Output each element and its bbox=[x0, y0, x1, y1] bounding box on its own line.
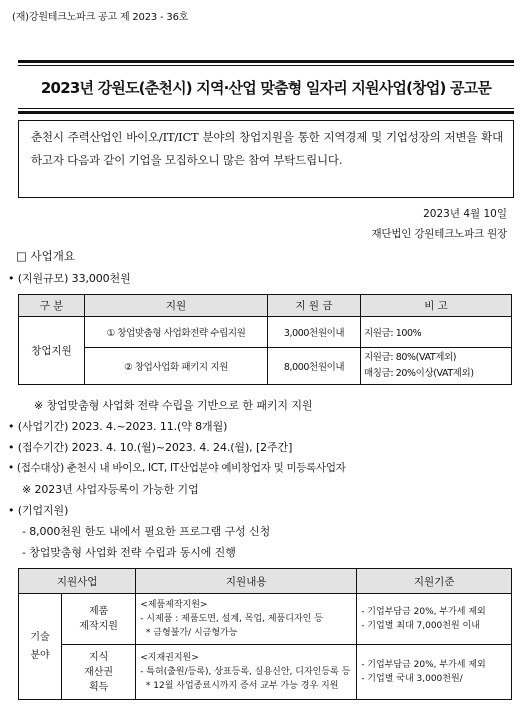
header-content: 지원내용 bbox=[136, 569, 357, 594]
item-cell: ② 창업사업화 패키지 지원 bbox=[85, 348, 268, 385]
criteria-cell bbox=[357, 594, 512, 645]
program-table bbox=[18, 568, 512, 700]
company-support-line: • (기업지원) bbox=[8, 504, 69, 517]
content-line: - 시제품 : 제품도면, 설계, 목업, 제품디자인 등 bbox=[140, 614, 323, 624]
issuer: 재단법인 강원테크노파크 원장 bbox=[371, 228, 507, 240]
note-line: 지원금: 100% bbox=[364, 328, 422, 339]
program-table-header bbox=[19, 569, 512, 594]
amount-cell: 8,000천원이내 bbox=[268, 348, 361, 385]
table-row bbox=[19, 348, 512, 385]
table-row bbox=[19, 645, 512, 700]
amount-cell: 3,000천원이내 bbox=[268, 317, 361, 348]
dash-item: - 창업맞춤형 사업화 전략 수립과 동시에 진행 bbox=[22, 546, 236, 559]
table-row bbox=[19, 317, 512, 348]
section-heading: □ 사업개요 bbox=[16, 249, 75, 263]
note-cell bbox=[361, 348, 512, 385]
dash-item: - 8,000천원 한도 내에서 필요한 프로그램 구성 신청 bbox=[22, 525, 271, 538]
note-line: 지원금: 80%(VAT제외) bbox=[364, 352, 457, 363]
criteria-cell bbox=[357, 645, 512, 700]
reception-line: • (접수기간) 2023. 4. 10.(월)~2023. 4. 24.(월), [2주간] bbox=[8, 441, 293, 454]
header-note: 비 고 bbox=[361, 295, 512, 317]
content-line: <지재권지원> bbox=[140, 653, 199, 663]
criteria-line: - 기업부담금 20%, 부가세 제외 bbox=[361, 660, 486, 670]
support-table bbox=[18, 294, 512, 385]
note-cell bbox=[361, 317, 512, 348]
target-note: ※ 2023년 사업자등록이 가능한 기업 bbox=[22, 483, 199, 496]
program-name-cell: 제품 제작지원 bbox=[62, 594, 136, 645]
header-support: 지원 bbox=[85, 295, 268, 317]
criteria-line: - 기업별 국내 3,000천원/ bbox=[361, 674, 463, 684]
package-note: ※ 창업맞춤형 사업화 전략 수립을 기반으로 한 패키지 지원 bbox=[34, 399, 313, 412]
support-table-header bbox=[19, 295, 512, 317]
header-program: 지원사업 bbox=[19, 569, 136, 594]
note-line: 매칭금: 20%이상(VAT제외) bbox=[364, 368, 474, 379]
table-row bbox=[19, 594, 512, 645]
target-line: • (접수대상) 춘천시 내 바이오, ICT, IT산업분야 예비창업자 및 미등록사업자 bbox=[8, 462, 346, 474]
content-cell bbox=[136, 594, 357, 645]
group-cell: 기술 분야 bbox=[19, 594, 62, 700]
content-line: <제품제작지원> bbox=[140, 600, 208, 610]
notice-number: (재)강원테크노파크 공고 제 2023 - 36호 bbox=[12, 12, 189, 23]
page-title-box bbox=[18, 60, 514, 114]
criteria-line: - 기업부담금 20%, 부가세 제외 bbox=[361, 607, 486, 617]
page-title: 2023년 강원도(춘천시) 지역·산업 맞춤형 일자리 지원사업(창업) 공고문 bbox=[40, 78, 492, 97]
header-criteria: 지원기준 bbox=[357, 569, 512, 594]
announcement-date: 2023년 4월 10일 bbox=[423, 208, 507, 220]
header-category: 구 분 bbox=[19, 295, 85, 317]
program-name-cell: 지식 재산권 획득 bbox=[62, 645, 136, 700]
content-line: - 특허(출원/등록), 상표등록, 실용신안, 디자인등록 등 bbox=[140, 667, 351, 677]
period-line: • (사업기간) 2023. 4.~2023. 11.(약 8개월) bbox=[8, 420, 228, 433]
criteria-line: - 기업별 최대 7,000천원 이내 bbox=[361, 621, 480, 631]
category-cell: 창업지원 bbox=[19, 317, 85, 385]
scale-line: • (지원규모) 33,000천원 bbox=[8, 272, 131, 285]
intro-box bbox=[18, 120, 514, 198]
intro-text: 춘천시 주력산업인 바이오/IT/ICT 분야의 창업지원을 통한 지역경제 및 기업성장의 저변을 확대하고자 다음과 같이 기업을 모집하오니 많은 참여 부탁드립니다. bbox=[31, 130, 503, 167]
item-cell: ① 창업맞춤형 사업화전략 수립지원 bbox=[85, 317, 268, 348]
content-line: * 12월 사업종료시까지 증서 교부 가능 경우 지원 bbox=[140, 681, 339, 691]
content-line: * 금형불가/ 시금형가능 bbox=[140, 628, 238, 638]
content-cell bbox=[136, 645, 357, 700]
header-amount: 지 원 금 bbox=[268, 295, 361, 317]
